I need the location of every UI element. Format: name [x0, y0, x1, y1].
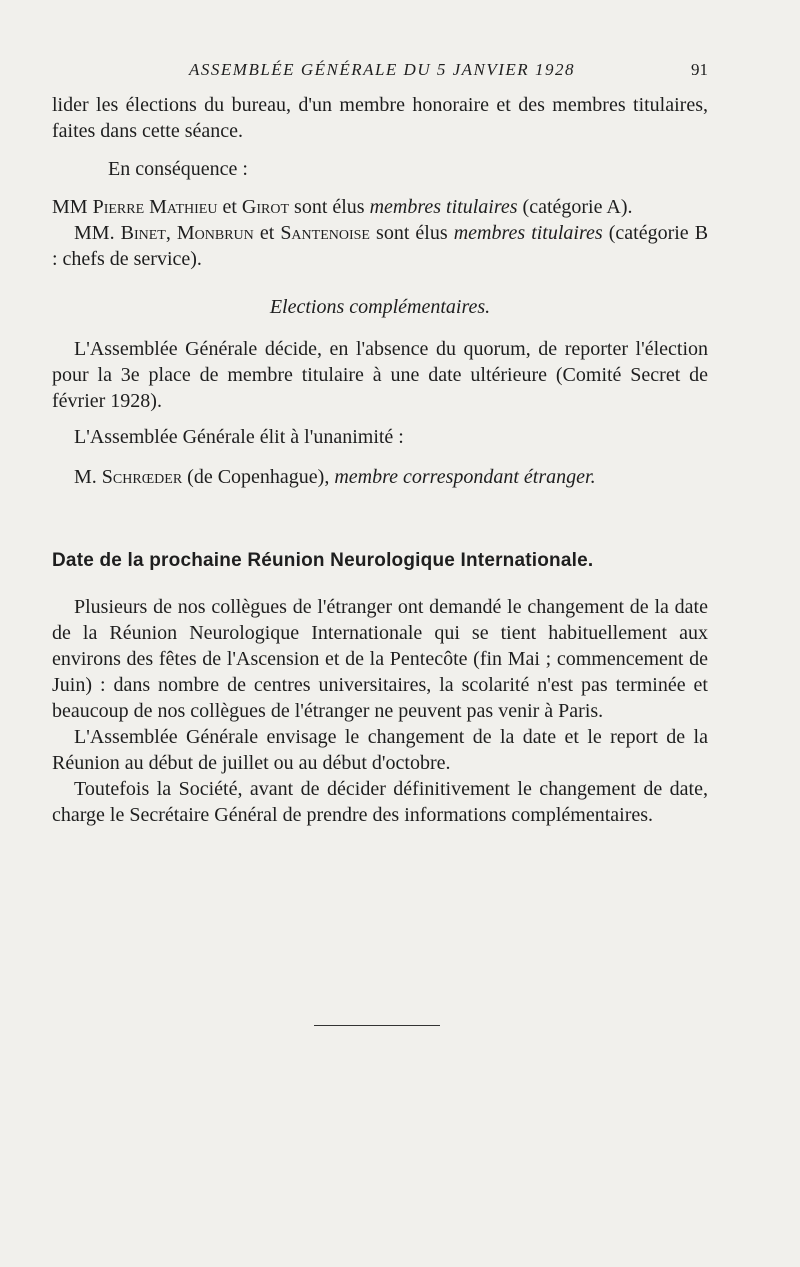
paragraph-quorum: L'Assemblée Générale décide, en l'absence du quorum, de reporter l'élection pour la 3e place de membre titulaire à une date ultérieure (Comité Secret de février 1928). — [52, 338, 708, 412]
paragraph-consequence: En conséquence : — [108, 158, 248, 180]
member-name: Pierre Mathieu — [92, 196, 218, 218]
paragraph-unanimity: L'Assemblée Générale élit à l'unanimité : — [74, 426, 404, 448]
paragraph-request: Plusieurs de nos collègues de l'étranger ont demandé le changement de la date de la Réunion Neurologique Internationale qui se tient habituellement aux environs des fêtes de l'Ascension et de la Pentecôte (fin Mai ; commencement de Juin) : dans nombre de centres universitaires, la scolarité n'est pas terminée et beaucoup de nos collègues de l'étranger ne peuvent pas venir à Paris. — [52, 596, 708, 722]
mm-prefix: MM. — [74, 222, 115, 244]
verb-phrase: sont élus — [376, 222, 448, 244]
paragraph-decision: Toutefois la Société, avant de décider définitivement le changement de date, charge le Secrétaire Général de prendre des informations complémentaires. — [52, 778, 708, 826]
paragraph-proposal: L'Assemblée Générale envisage le changement de la date et le report de la Réunion au début de juillet ou au début d'octobre. — [52, 726, 708, 774]
end-rule — [314, 1025, 440, 1026]
member-name: Santenoise — [280, 222, 370, 244]
running-header: ASSEMBLÉE GÉNÉRALE DU 5 JANVIER 1928 — [189, 60, 575, 79]
category-label: (catégorie A). — [522, 196, 633, 218]
member-name: Binet, Monbrun — [120, 222, 254, 244]
member-name: Schrœder — [101, 466, 183, 488]
membership-role: membres titulaires — [453, 222, 603, 244]
conjunction: et — [259, 222, 275, 244]
mm-prefix: MM — [52, 196, 88, 218]
m-prefix: M. — [74, 466, 97, 488]
category-label: (catégorie B : chefs de service). — [52, 222, 709, 270]
paragraph-category-a — [52, 194, 708, 220]
paragraph-corresponding-member — [52, 464, 708, 490]
paragraph-category-b — [52, 220, 708, 272]
page-number: 91 — [691, 60, 708, 79]
conjunction: et — [222, 196, 237, 218]
subtitle-complementary-elections: Elections complémentaires. — [269, 296, 491, 318]
election-results-block — [52, 92, 708, 490]
city-note: (de Copenhague), — [187, 466, 330, 488]
member-name: Girot — [241, 196, 290, 218]
membership-role: membres titulaires — [369, 196, 518, 218]
verb-phrase: sont élus — [294, 196, 365, 218]
meeting-date-block — [52, 594, 708, 828]
membership-role: membre correspondant étranger. — [334, 466, 596, 488]
section-heading: Date de la prochaine Réunion Neurologique Internationale. — [52, 550, 594, 571]
paragraph-bureau-elections: lider les élections du bureau, d'un membre honoraire et des membres titulaires, faites dans cette séance. — [52, 94, 708, 142]
